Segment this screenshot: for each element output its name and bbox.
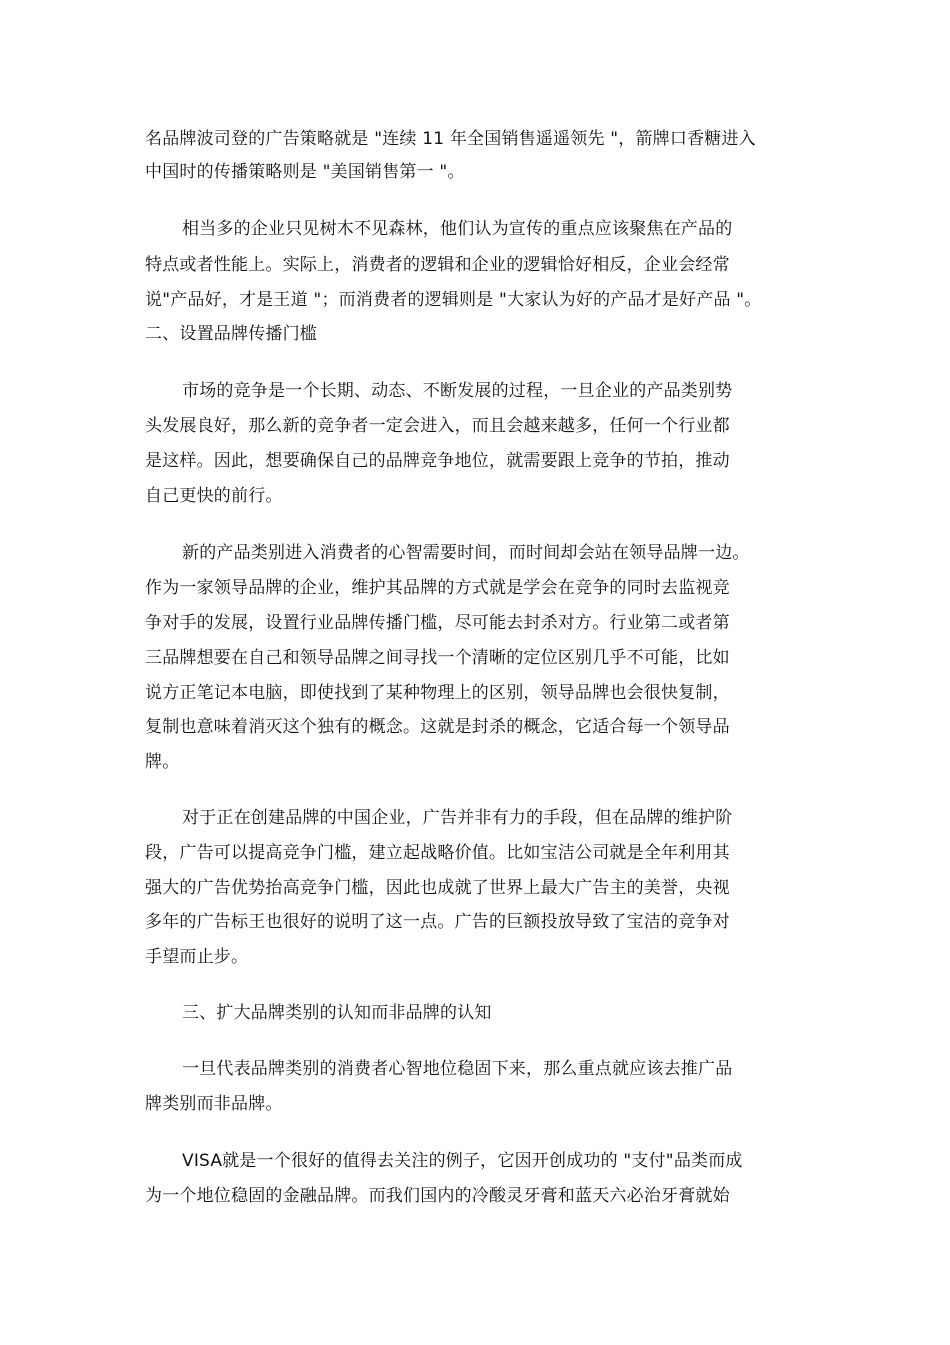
text-line: 新的产品类别进入消费者的心智需要时间，而时间却会站在领导品牌一边。: [182, 543, 750, 563]
text-line: 牌类别而非品牌。: [145, 1094, 283, 1114]
text-line: 强大的广告优势抬高竞争门槛，因此也成就了世界上最大广告主的美誉，央视: [145, 878, 730, 898]
text-line: 牌。: [145, 752, 180, 772]
text-line: 多年的广告标王也很好的说明了这一点。广告的巨额投放导致了宝洁的竞争对: [145, 912, 730, 932]
text-line: 作为一家领导品牌的企业，维护其品牌的方式就是学会在竞争的同时去监视竞: [145, 578, 730, 598]
text-line: 三品牌想要在自己和领导品牌之间寻找一个清晰的定位区别几乎不可能，比如: [145, 648, 730, 668]
text-line: 说"产品好，才是王道 "；而消费者的逻辑则是 "大家认为好的产品才是好产品 "。: [145, 290, 762, 310]
text-line: 是这样。因此，想要确保自己的品牌竞争地位，就需要跟上竞争的节拍，推动: [145, 451, 730, 471]
text-line: 段，广告可以提高竞争门槛，建立起战略价值。比如宝洁公司就是全年利用其: [145, 843, 730, 863]
text-line: 中国时的传播策略则是 "美国销售第一 "。: [145, 162, 465, 182]
text-line: 市场的竞争是一个长期、动态、不断发展的过程，一旦企业的产品类别势: [182, 381, 733, 401]
text-line: 复制也意味着消灭这个独有的概念。这就是封杀的概念，它适合每一个领导品: [145, 717, 730, 737]
section-heading: 三、扩大品牌类别的认知而非品牌的认知: [182, 1003, 492, 1023]
text-line: 相当多的企业只见树木不见森林，他们认为宣传的重点应该聚焦在产品的: [182, 219, 733, 239]
text-line: 特点或者性能上。实际上，消费者的逻辑和企业的逻辑恰好相反，企业会经常: [145, 255, 730, 275]
text-line: 对于正在创建品牌的中国企业，广告并非有力的手段，但在品牌的维护阶: [182, 808, 733, 828]
text-line: 手望而止步。: [145, 947, 249, 967]
text-line: 名品牌波司登的广告策略就是 "连续 11 年全国销售遥遥领先 "，箭牌口香糖进入: [145, 129, 756, 149]
text-line: 争对手的发展，设置行业品牌传播门槛，尽可能去封杀对方。行业第二或者第: [145, 613, 730, 633]
text-line: VISA就是一个很好的值得去关注的例子，它因开创成功的 "支付"品类而成: [182, 1151, 743, 1171]
text-line: 自己更快的前行。: [145, 486, 283, 506]
text-line: 一旦代表品牌类别的消费者心智地位稳固下来，那么重点就应该去推广品: [182, 1059, 733, 1079]
text-line: 头发展良好，那么新的竞争者一定会进入，而且会越来越多，任何一个行业都: [145, 416, 730, 436]
text-line: 说方正笔记本电脑，即使找到了某种物理上的区别，领导品牌也会很快复制，: [145, 683, 730, 703]
text-line: 为一个地位稳固的金融品牌。而我们国内的冷酸灵牙膏和蓝天六必治牙膏就始: [145, 1186, 730, 1206]
section-heading: 二、设置品牌传播门槛: [145, 324, 317, 344]
